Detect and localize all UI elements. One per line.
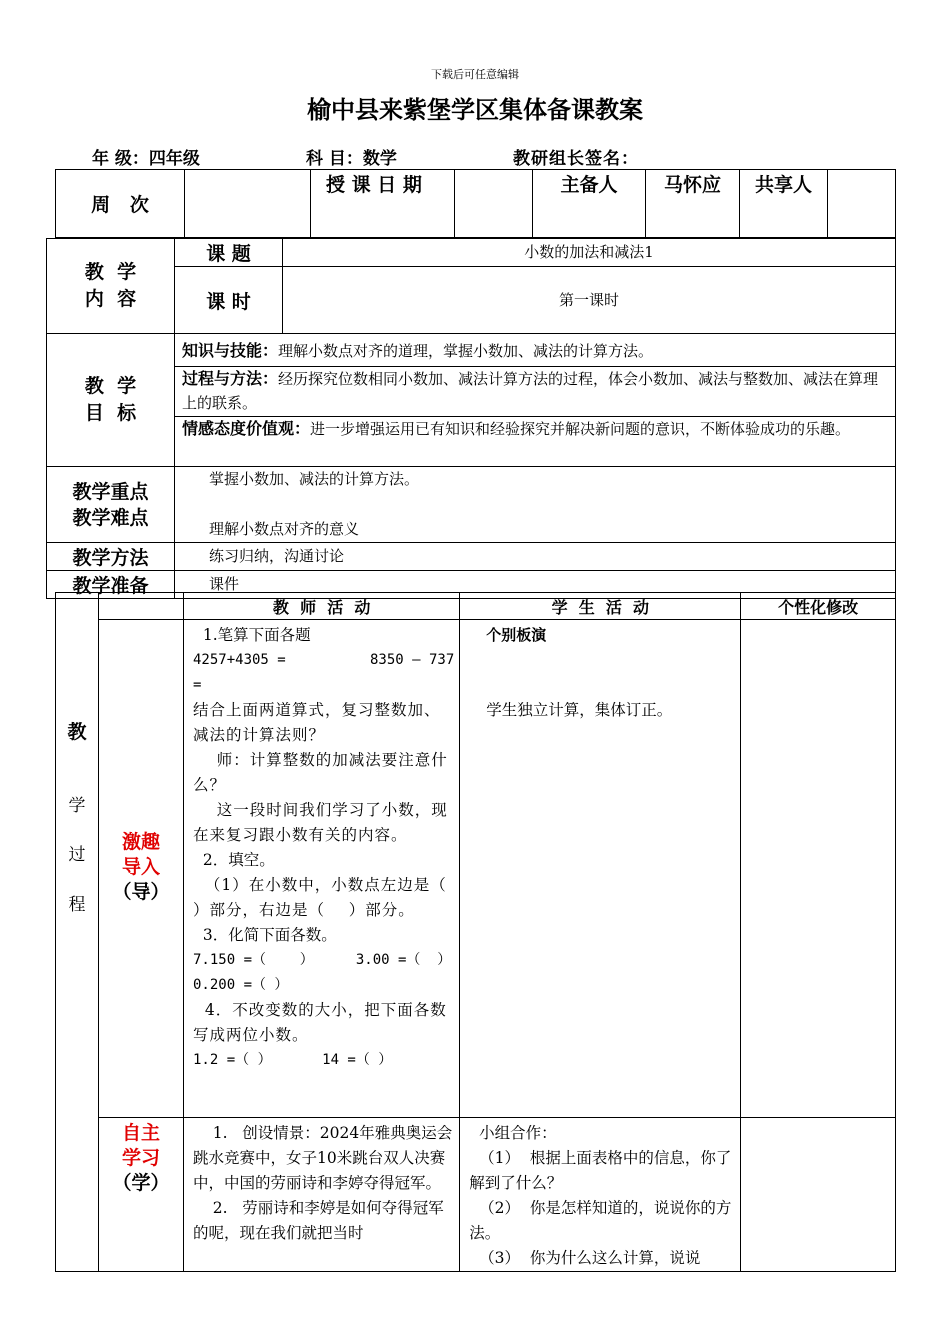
prep-label: 教学准备 [47, 571, 175, 599]
date-label: 授 课 日 期 [311, 170, 455, 238]
student-board: 个别板演 [486, 626, 547, 644]
goals-label: 教 学 目 标 [47, 334, 175, 467]
content-label: 教 学 内 容 [47, 239, 175, 334]
grade-info: 年 级：四年级 [92, 149, 200, 169]
share-label: 共享人 [740, 170, 828, 238]
key-label: 教学重点 教学难点 [47, 467, 175, 543]
goal-knowledge: 知识与技能：理解小数点对齐的道理，掌握小数加、减法的计算方法。 [175, 334, 896, 367]
stage-2-sub: （学） [112, 1172, 170, 1194]
share-value [828, 170, 896, 238]
student-calc: 学生独立计算，集体订正。 [486, 701, 673, 719]
stage-2-title: 自主 学习 [121, 1122, 160, 1169]
leader-signature: 教研组长签名： [513, 149, 639, 169]
page-title: 榆中县来紫堡学区集体备课教案 [307, 96, 643, 124]
key-point: 掌握小数加、减法的计算方法。 [209, 470, 420, 488]
stage-1-sub: （导） [112, 881, 170, 903]
stage-1-teacher: 1.笔算下面各题 4257+4305 = 8350 — 737 = 结合上面两道算式，复习整数加、减法的计算法则？ 师：计算整数的加减法要注意什么？ 这一段时间我们学习了小数，现在来复习跟小数有关的内容。 2．填空。 （1）在小数中，小数点左边是（ ）部分，右边是（ ）部分。 3．化简下面各数。 7.150 =（ ） 3.00 =（ ） 0.200 =（ ） 4．不改变数的大小，把下面各数写成两位小数。 1.2 =（ ） 14 =（ ） [184, 620, 460, 1118]
process-char-2: 学 [68, 796, 86, 816]
stage-header-blank [99, 593, 184, 620]
stage-1-label [99, 620, 184, 1118]
topic-value: 小数的加法和减法1 [283, 239, 896, 267]
stage-1-custom [741, 620, 896, 1118]
stage-1-student [460, 620, 741, 1118]
stage-2-custom [741, 1118, 896, 1272]
key-difficulty: 理解小数点对齐的意义 [209, 520, 360, 538]
week-label: 周 次 [56, 170, 185, 238]
process-char-1: 教 [67, 721, 87, 743]
custom-header: 个性化修改 [741, 593, 896, 620]
schedule-table [55, 169, 896, 238]
process-label [56, 593, 99, 1272]
process-char-3: 过 [68, 845, 86, 865]
main-label: 主备人 [533, 170, 646, 238]
method-label: 教学方法 [47, 543, 175, 571]
teacher-header: 教 师 活 动 [184, 593, 460, 620]
date-value [455, 170, 533, 238]
stage-2-teacher: 1. 创设情景：2024年雅典奥运会跳水竞赛中，女子10米跳台双人决赛中，中国的劳丽诗和李婷夺得冠军。 2. 劳丽诗和李婷是如何夺得冠军的呢，现在我们就把当时 [184, 1118, 460, 1272]
stage-1-title: 激趣 导入 [121, 831, 160, 878]
key-content [175, 467, 896, 543]
main-name: 马怀应 [646, 170, 740, 238]
goal-process: 过程与方法：经历探究位数相同小数加、减法计算方法的过程，体会小数加、减法与整数加、减法在算理上的联系。 [175, 367, 896, 417]
method-value: 练习归纳，沟通讨论 [175, 543, 896, 571]
goal-emotion: 情感态度价值观：进一步增强运用已有知识和经验探究并解决新问题的意识，不断体验成功的乐趣。 [175, 417, 896, 467]
topic-label: 课 题 [175, 239, 283, 267]
download-note: 下载后可任意编辑 [431, 68, 519, 81]
period-value: 第一课时 [283, 267, 896, 334]
prep-value: 课件 [175, 571, 896, 599]
process-char-4: 程 [68, 895, 86, 915]
stage-2-label [99, 1118, 184, 1272]
week-value [185, 170, 311, 238]
period-label: 课 时 [175, 267, 283, 334]
subject-info: 科 目：数学 [306, 149, 397, 169]
student-header: 学 生 活 动 [460, 593, 741, 620]
plan-table [46, 238, 896, 599]
process-table [55, 592, 896, 1272]
stage-2-student: 小组合作： （1） 根据上面表格中的信息，你了解到了什么？ （2） 你是怎样知道的，说说你的方法。 （3） 你为什么这么计算，说说 [460, 1118, 741, 1272]
